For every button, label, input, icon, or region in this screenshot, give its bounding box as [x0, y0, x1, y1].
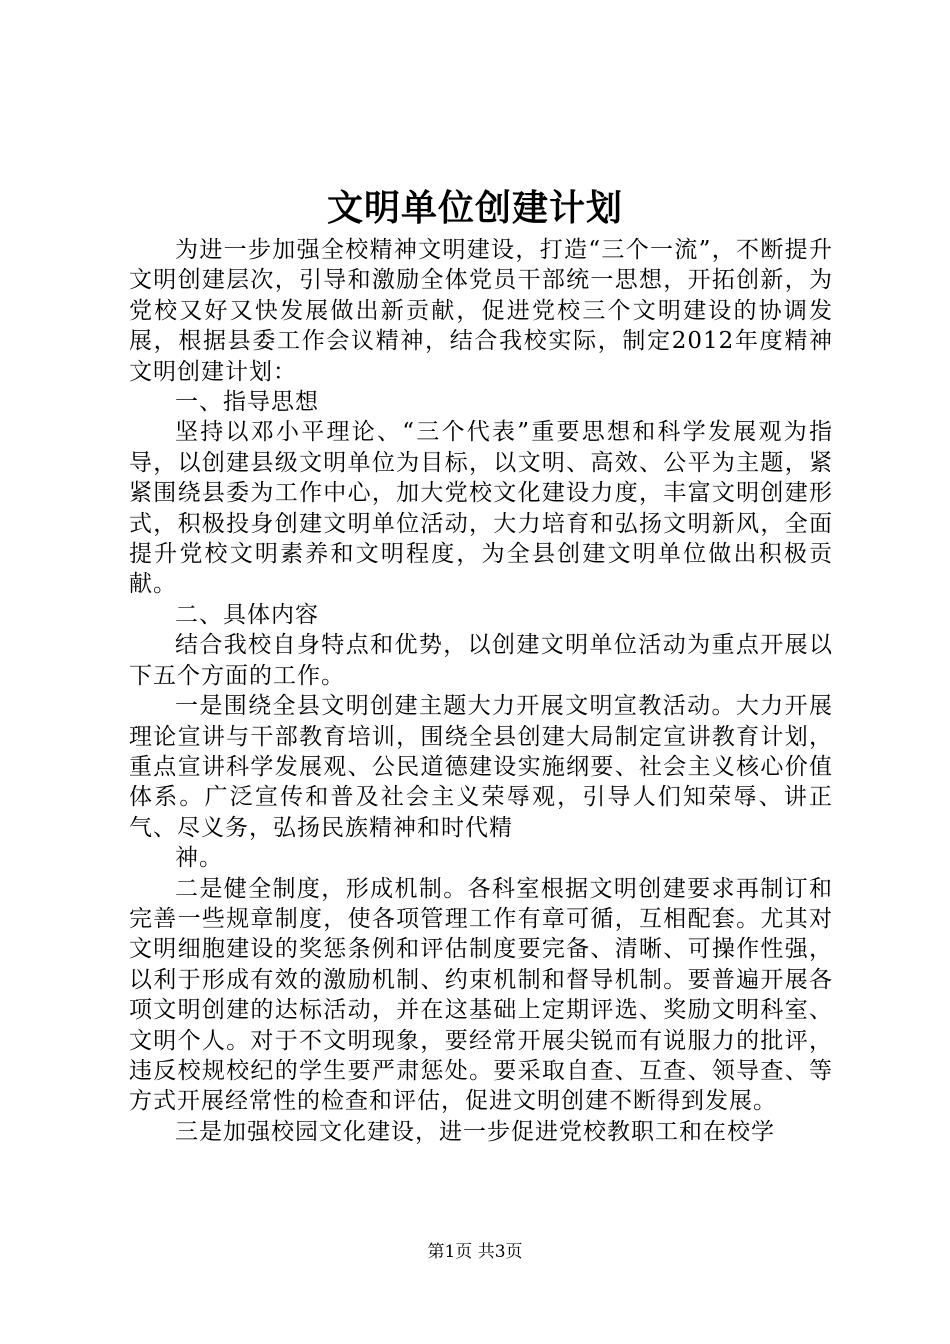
item-one-paragraph: 一是围绕全县文明创建主题大力开展文明宣教活动。大力开展理论宣讲与干部教育培训，围绕全县创建大局制定宣讲教育计划，重点宣讲科学发展观、公民道德建设实施纲要、社会主义核心价值体系。广泛宣传和普及社会主义荣辱观，引导人们知荣辱、讲正气、尽义务，弘扬民族精神和时代精 [129, 693, 833, 841]
intro-paragraph: 为进一步加强全校精神文明建设，打造“三个一流”，不断提升文明创建层次，引导和激励全体党员干部统一思想，开拓创新，为党校又好又快发展做出新贡献，促进党校三个文明建设的协调发展，根据县委工作会议精神，结合我校实际，制定2012年度精神文明创建计划： [129, 237, 833, 385]
guiding-thought-paragraph: 坚持以邓小平理论、“三个代表”重要思想和科学发展观为指导，以创建县级文明单位为目标，以文明、高效、公平为主题，紧紧围绕县委为工作中心，加大党校文化建设力度，丰富文明创建形式，积极投身创建文明单位活动，大力培育和弘扬文明新风，全面提升党校文明素养和文明程度，为全县创建文明单位做出积极贡献。 [129, 419, 833, 598]
document-body [129, 235, 833, 1147]
section-heading-guiding-thought: 一、指导思想 [175, 389, 319, 416]
page-footer: 第1页 共3页 [427, 1242, 523, 1262]
section-heading-specific-content: 二、具体内容 [175, 601, 319, 628]
specific-content-intro-paragraph: 结合我校自身特点和优势，以创建文明单位活动为重点开展以下五个方面的工作。 [129, 632, 833, 689]
document-title: 文明单位创建计划 [326, 187, 623, 229]
item-two-paragraph: 二是健全制度，形成机制。各科室根据文明创建要求再制订和完善一些规章制度，使各项管理工作有章可循，互相配套。尤其对文明细胞建设的奖惩条例和评估制度要完备、清晰、可操作性强，以利于形成有效的激励机制、约束机制和督导机制。要普遍开展各项文明创建的达标活动，并在这基础上定期评选、奖励文明科室、文明个人。对于不文明现象，要经常开展尖锐而有说服力的批评，违反校规校纪的学生要严肃惩处。要采取自查、互查、领导查、等方式开展经常性的检查和评估，促进文明创建不断得到发展。 [129, 875, 833, 1115]
item-three-paragraph: 三是加强校园文化建设，进一步促进党校教职工和在校学 [175, 1118, 775, 1145]
item-one-continuation: 神。 [175, 845, 223, 872]
